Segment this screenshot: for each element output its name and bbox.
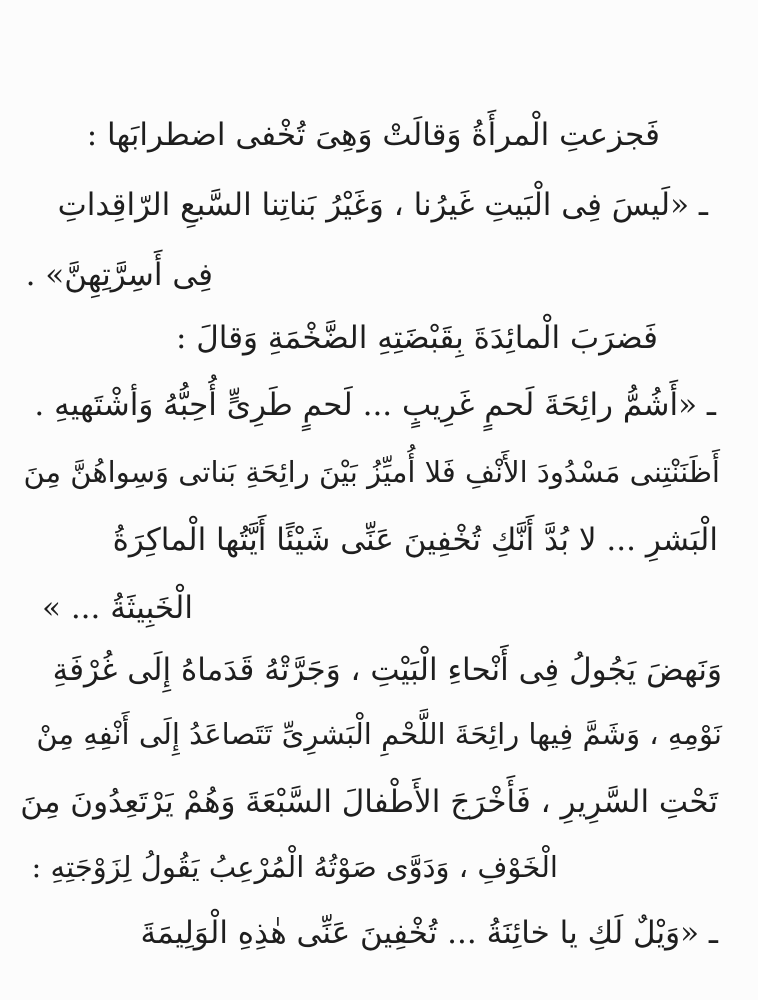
text-line-11: تَحْتِ السَّرِيرِ ، فَأَخْرَجَ الأَطْفالَ السَّبْعَةَ وَهُمْ يَرْتَعِدُونَ مِنَ (20, 784, 718, 820)
text-line-1: فَجزعتِ الْمرأَةُ وَقالَتْ وَهِىَ تُخْفى اضطرابَها : (86, 117, 660, 153)
text-line-6: أَظَنَنْتِنى مَسْدُودَ الأَنْفِ فَلا أُميِّزُ بَيْنَ رائِحَةِ بَناتى وَسِواهُنَّ مِنَ (23, 455, 720, 489)
text-line-3: فِى أَسِرَّتِهِنَّ» . (25, 257, 213, 293)
text-line-12: الْخَوْفِ ، وَدَوَّى صَوْتُهُ الْمُرْعِبُ يَقُولُ لِزَوْجَتِهِ : (31, 850, 558, 884)
text-line-13: ـ «وَيْلٌ لَكِ يا خائِنَةُ ... تُخْفِينَ عَنِّى هٰذِهِ الْوَلِيمَةَ (140, 915, 718, 951)
text-line-4: فَضرَبَ الْمائِدَةَ بِقَبْضَتِهِ الضَّخْمَةِ وَقالَ : (175, 320, 658, 356)
text-line-8: الْخَبِيثَةُ ... » (42, 590, 193, 626)
text-line-9: وَنَهضَ يَجُولُ فِى أَنْحاءِ الْبَيْتِ ، وَجَرَّتْهُ قَدَماهُ إِلَى غُرْفَةِ (52, 652, 722, 688)
text-line-7: الْبَشرِ ... لا بُدَّ أَنَّكِ تُخْفِينَ عَنِّى شَيْئًا أَيَّتُها الْماكِرَةُ (112, 522, 718, 558)
text-line-2: ـ «لَيسَ فِى الْبَيتِ غَيرُنا ، وَغَيْرُ بَناتِنا السَّبعِ الرّاقِداتِ (57, 187, 708, 223)
text-line-5: ـ «أَشُمُّ رائِحَةَ لَحمٍ غَرِيبٍ ... لَحمٍ طَرِىٍّ أُحِبُّهُ وَأشْتَهيهِ . (34, 387, 716, 423)
text-line-10: نَوْمِهِ ، وَشَمَّ فِيها رائِحَةَ اللَّحْمِ الْبَشرِىِّ تَتَصاعَدُ إِلَى أَنْفِهِ مِنْ (36, 717, 722, 751)
